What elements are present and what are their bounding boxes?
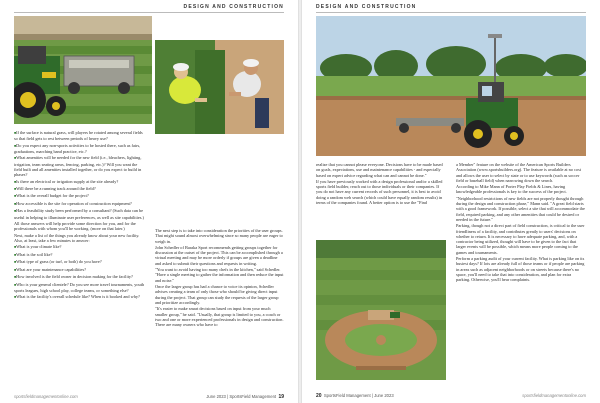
header-rule xyxy=(316,12,586,13)
page-header: DESIGN AND CONSTRUCTION xyxy=(316,4,417,10)
text-paragraph: ■ Will there be a running track around the field? xyxy=(14,186,146,192)
footer-right: June 2023 | SportsField Management 19 xyxy=(206,394,284,400)
page-number: 19 xyxy=(278,394,284,400)
text-paragraph: ■ What are your maintenance capabilities? xyxy=(14,267,146,273)
footer-magazine: SportsField Management xyxy=(229,394,277,399)
footer-issue: June 2023 xyxy=(374,393,394,398)
text-paragraph: ■ How involved is the field owner in decision making for the facility? xyxy=(14,274,146,280)
text-paragraph: Parking, though not a direct part of field construction, is critical to the user friendliness of a facility, and contributes greatly to users' decisions on whether to return. It is necessary to have adequate parking, and, with a contractor being utilized, thought will have to be given to the fact that larger events will be possible, which means more people coming to the games and tournaments. xyxy=(456,223,585,255)
text-paragraph: ■ If the surface is natural grass, will players be rotated among several fields so that field gets to rest between periods of heavy use? xyxy=(14,130,146,142)
text-paragraph: ■ Who is your general clientele? Do you see more travel tournaments, youth sports leagues, high school play, college teams, or something else? xyxy=(14,282,146,294)
text-paragraph: "You want to avoid having too many chefs in the kitchen," said Schedler. "Have a single meeting to gather the information and then reduce the input and noise." xyxy=(155,267,284,283)
right-column-2 xyxy=(456,162,586,283)
text-paragraph: Next, make a list of the things you already know about your new facility. Also, at least, take a few minutes to answer: xyxy=(14,232,140,243)
text-paragraph: ■ What is the facility's overall schedule like? When is it booked and why? xyxy=(14,294,146,300)
footer-url: sportsfieldmanagementonline.com xyxy=(14,394,78,399)
page-footer xyxy=(316,393,586,399)
footer-url: sportsfieldmanagementonline.com xyxy=(522,393,586,398)
left-column-2 xyxy=(155,228,284,328)
tractor-mower-illustration xyxy=(14,16,152,124)
text-paragraph: "It's easier to make smart decisions based on input from your much smaller group," he said. "Usually, that group is limited to you, a coach or two and one or more experienced professionals in design and construction. There are many owners who have to xyxy=(155,306,284,327)
photo-workers-turf xyxy=(155,40,284,134)
text-paragraph: Once the larger group has had a chance to voice its opinion, Schedler advises creating a team of only those who should be giving direct input during the project. That group can study the requests of the larger group and prioritize accordingly. xyxy=(155,284,279,305)
page-footer xyxy=(14,394,284,399)
text-paragraph: ■ How accessible is the site for operation of construction equipment? xyxy=(14,201,146,207)
text-paragraph: ■ What is your climate like? xyxy=(14,244,146,250)
text-paragraph: "Neighborhood restrictions of new fields are not properly thought through during the design and construction phase," Mann said. "A great field starts with a good framework. If possible, select a site that will accommodate the field, required parking, and any other amenities that could be desired or needed in the future." xyxy=(456,195,585,222)
photo-infield-aerial xyxy=(316,240,446,380)
text-paragraph: ■ What is the soil like? xyxy=(14,252,146,258)
footer-left: 20 SportsField Management | June 2023 xyxy=(316,393,394,399)
photo-tractor-mower xyxy=(14,16,152,124)
field-tractor-illustration xyxy=(316,16,586,156)
right-column-1 xyxy=(316,162,446,206)
workers-turf-illustration xyxy=(155,40,284,134)
footer-magazine: SportsField Management xyxy=(323,393,371,398)
infield-aerial-illustration xyxy=(316,240,446,380)
page-number: 20 xyxy=(316,393,322,399)
header-rule xyxy=(14,12,284,13)
page-header: DESIGN AND CONSTRUCTION xyxy=(183,4,284,10)
left-column-1 xyxy=(14,130,146,302)
text-paragraph: All those answers will help provide some direction for you, and for the professionals with whom you'll be working. (more on that later.) xyxy=(14,221,136,232)
text-paragraph: ■ Is there an electrical or irrigation supply at the site already? xyxy=(14,179,146,185)
text-paragraph: The next step is to take into consideration the priorities of the user groups. That might sound almost overwhelming since so many people are eager to weigh in. xyxy=(155,228,283,244)
text-paragraph: Perform a parking audit of your current facility. What is parking like on its busiest days? If lots are already full of those teams or if people are parking in areas such as adjacent neighborhoods or on streets because there's no space, you'll need to take that into consideration, and plan for extra parking. Otherwise, you'll hear complaints. xyxy=(456,256,585,282)
text-paragraph: ■ Do you expect any non-sports activities to be hosted there, such as fairs, graduations, marching band practice, etc.? xyxy=(14,143,146,155)
photo-field-tractor xyxy=(316,16,586,156)
text-paragraph: If you have previously worked with a design professional and/or a skilled sports field builder, reach out to those individuals or their companies. If you do not have any current records of such personnel, it is best to avoid doing a random web search (which could have equally random results) in terms of the companies found. A better option is to use the "Find xyxy=(316,178,443,205)
text-paragraph: According to Mike Mann of Porter Play Fields & Lines, having knowledgeable professionals is key to the success of the project. xyxy=(456,184,567,195)
footer-issue: June 2023 xyxy=(206,394,226,399)
text-paragraph: realize that you cannot please everyone. Decisions have to be made based on goals, expectations, use and maintenance capabilities - and especially based on expert advice regarding what can and cannot be done." xyxy=(316,162,443,178)
text-paragraph: ■ What amenities will be needed for the new field (i.e., bleachers, lighting, irrigation, team seating areas, fencing, parking, etc.)? Will you want the field built and all amenities installed together, or do you expect to build in phases? xyxy=(14,155,146,177)
right-page xyxy=(302,0,600,403)
text-paragraph: a Member" feature on the website of the American Sports Builders Association (www.sportsbuilders.org). The feature is available at no cost and allows the user to select by state or to use keywords (such as soccer field or baseball field) when narrowing down the search. xyxy=(456,162,581,183)
text-paragraph: ■ What type of grass (or turf, or both) do you have? xyxy=(14,259,146,265)
text-paragraph: ■ What is the overall budget for the project? xyxy=(14,193,146,199)
left-page xyxy=(0,0,298,403)
text-paragraph: John Schedler of Baraka Sport recommends getting groups together for discussion at the outset of the project. This can be accomplished through a virtual meeting and may be more orderly if groups are given a deadline and asked to submit their questions and requests in writing. xyxy=(155,244,283,266)
text-paragraph: ■ Has a feasibility study been performed by a consultant? (Such data can be useful in helping to illuminate user preferences, as well as site capabilities.) xyxy=(14,208,146,220)
